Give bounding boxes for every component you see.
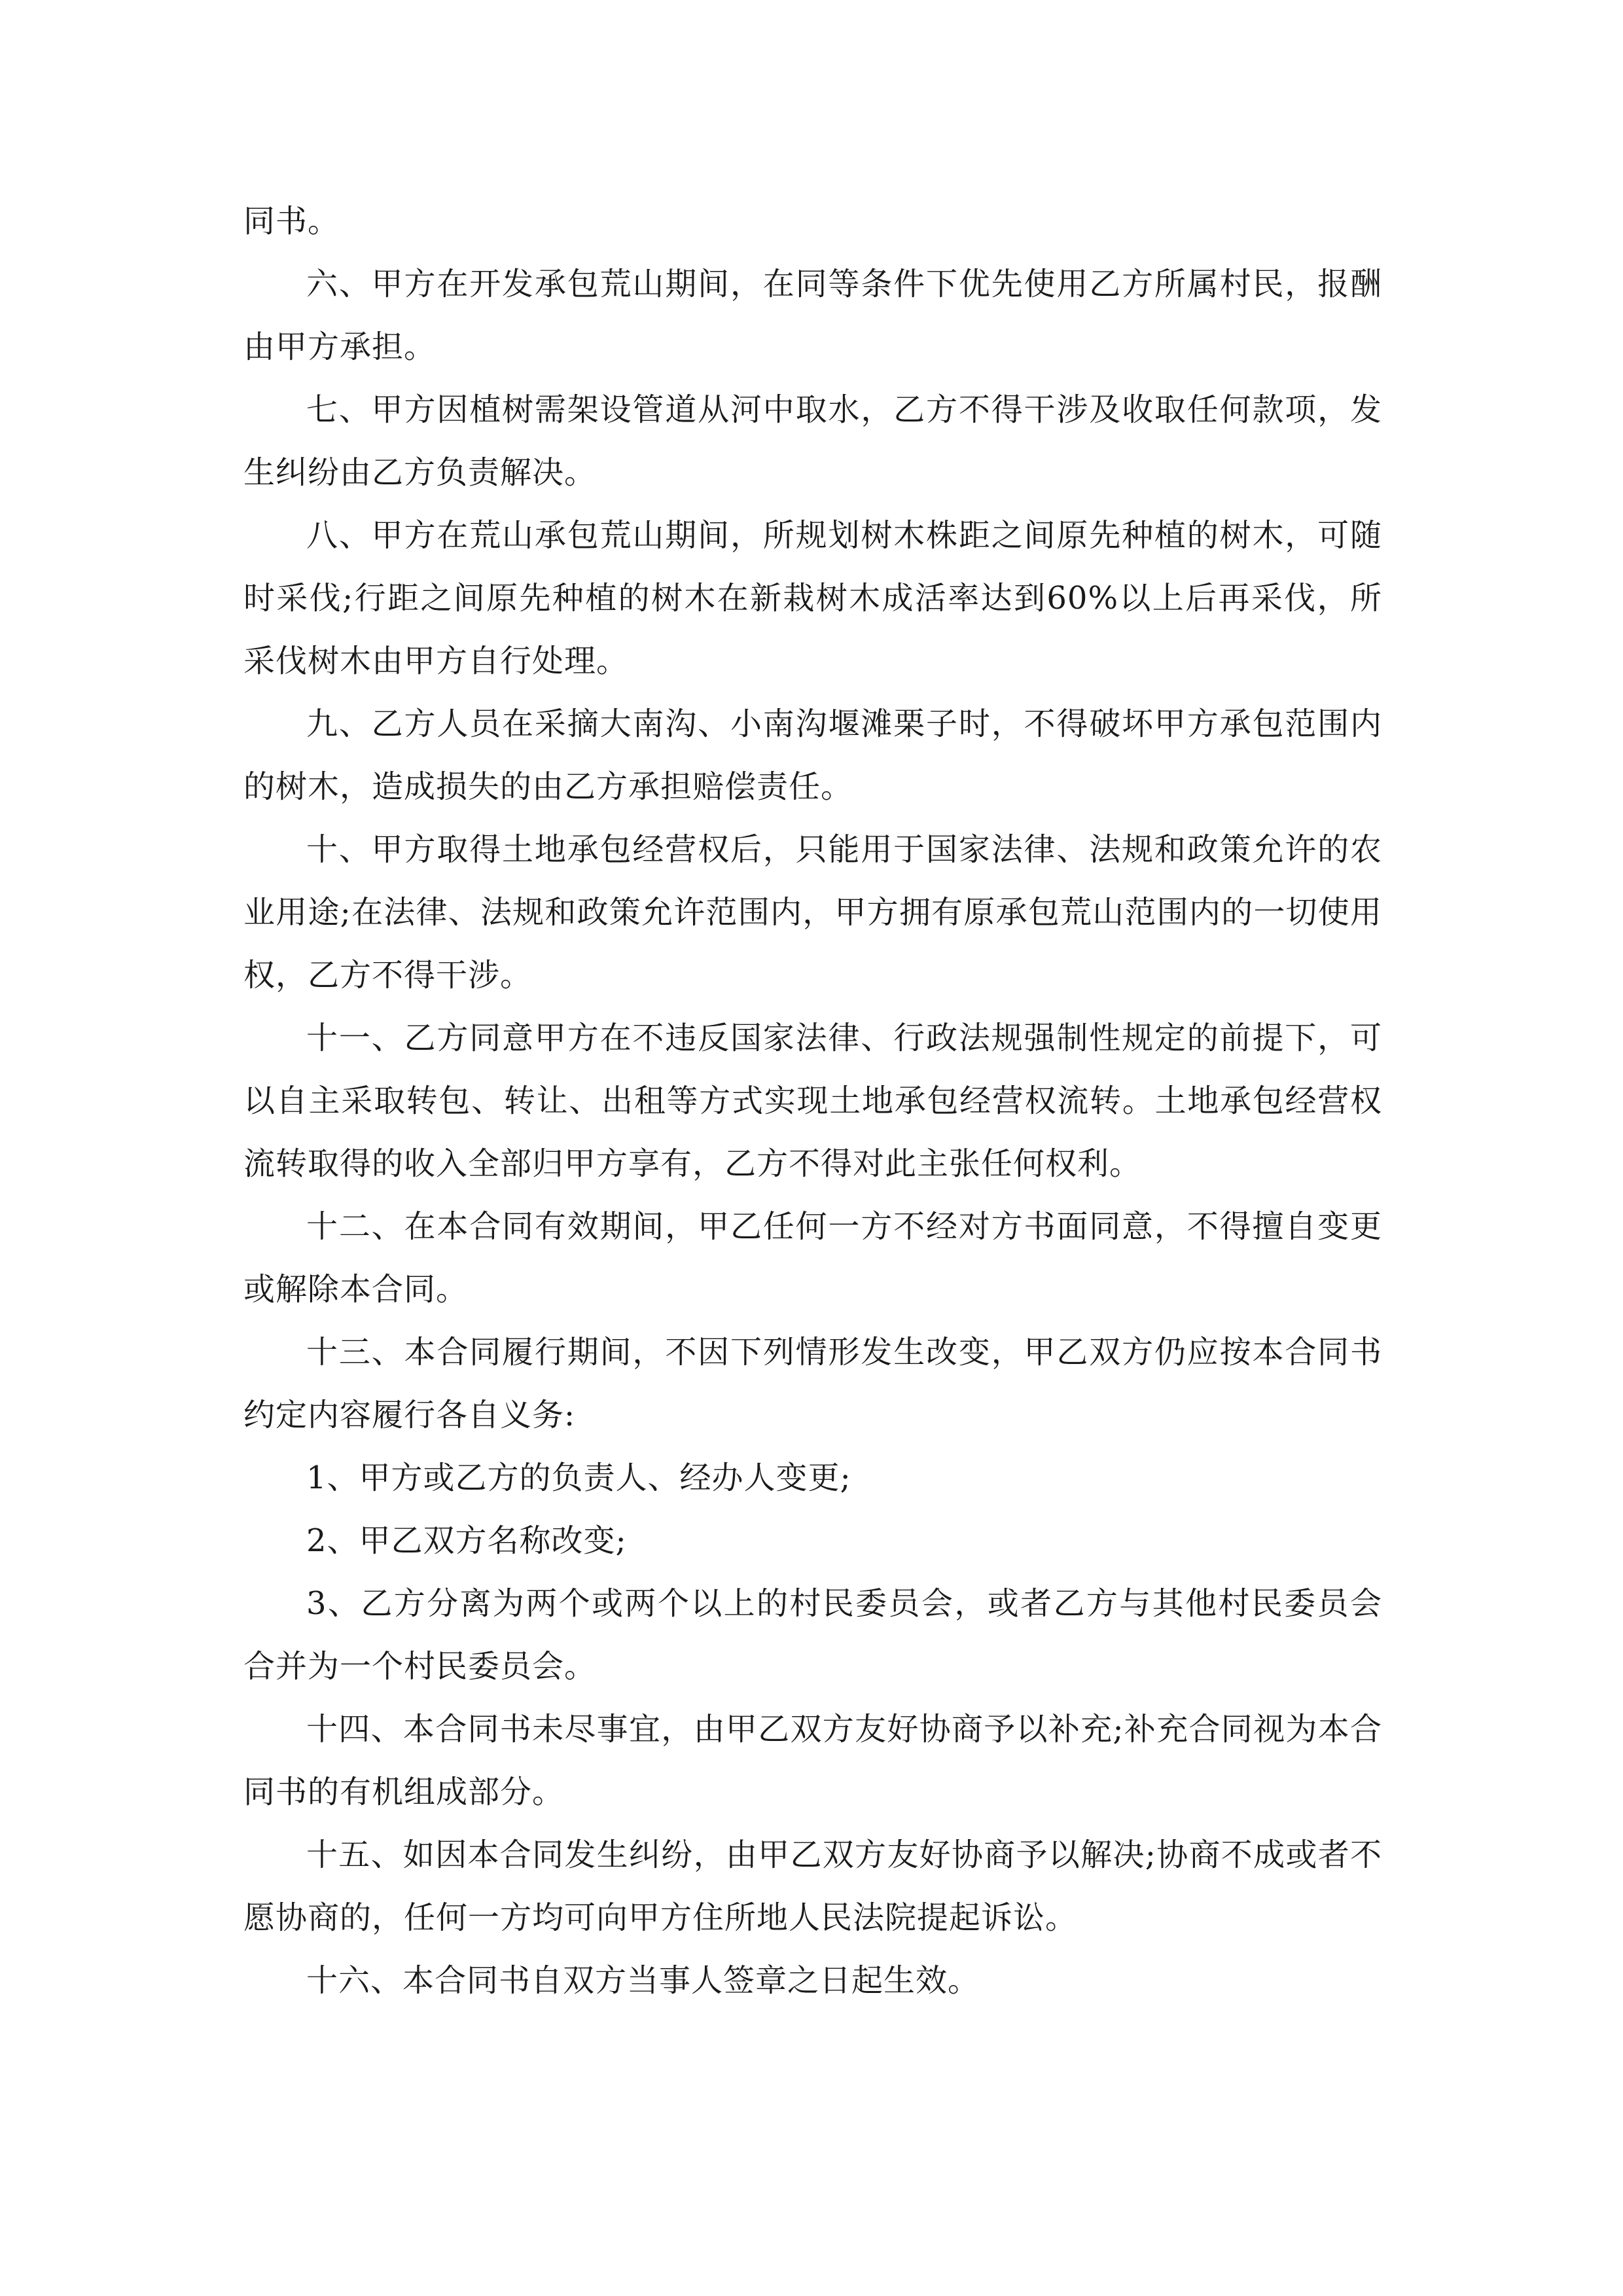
clause-6: 六、甲方在开发承包荒山期间，在同等条件下优先使用乙方所属村民，报酬由甲方承担。 [243, 266, 1382, 365]
clause-12: 十二、在本合同有效期间，甲乙任何一方不经对方书面同意，不得擅自变更或解除本合同。 [243, 1208, 1382, 1308]
paragraph-continuation: 同书。 [243, 203, 340, 240]
clause-14: 十四、本合同书未尽事宜，由甲乙双方友好协商予以补充;补充合同视为本合同书的有机组成部分。 [243, 1711, 1382, 1810]
clause-13-item-2: 2、甲乙双方名称改变; [306, 1522, 627, 1559]
clause-13: 十三、本合同履行期间，不因下列情形发生改变，甲乙双方仍应按本合同书约定内容履行各自义务: [243, 1334, 1382, 1433]
clause-8: 八、甲方在荒山承包荒山期间，所规划树木株距之间原先种植的树木，可随时采伐;行距之间原先种植的树木在新栽树木成活率达到60%以上后再采伐，所采伐树木由甲方自行处理。 [243, 517, 1382, 679]
clause-11: 十一、乙方同意甲方在不违反国家法律、行政法规强制性规定的前提下，可以自主采取转包、转让、出租等方式实现土地承包经营权流转。土地承包经营权流转取得的收入全部归甲方享有，乙方不得对此主张任何权利。 [243, 1020, 1382, 1182]
clause-15: 十五、如因本合同发生纠纷，由甲乙双方友好协商予以解决;协商不成或者不愿协商的，任何一方均可向甲方住所地人民法院提起诉讼。 [243, 1837, 1382, 1936]
clause-16: 十六、本合同书自双方当事人签章之日起生效。 [306, 1962, 980, 1999]
document-body [243, 190, 1382, 2012]
clause-13-item-3: 3、乙方分离为两个或两个以上的村民委员会，或者乙方与其他村民委员会合并为一个村民委员会。 [243, 1585, 1382, 1685]
clause-13-item-1: 1、甲方或乙方的负责人、经办人变更; [306, 1460, 851, 1496]
clause-9: 九、乙方人员在采摘大南沟、小南沟堰滩栗子时，不得破坏甲方承包范围内的树木，造成损失的由乙方承担赔偿责任。 [243, 706, 1382, 805]
clause-7: 七、甲方因植树需架设管道从河中取水，乙方不得干涉及收取任何款项，发生纠纷由乙方负责解决。 [243, 391, 1382, 491]
clause-10: 十、甲方取得土地承包经营权后，只能用于国家法律、法规和政策允许的农业用途;在法律、法规和政策允许范围内，甲方拥有原承包荒山范围内的一切使用权，乙方不得干涉。 [243, 831, 1382, 994]
